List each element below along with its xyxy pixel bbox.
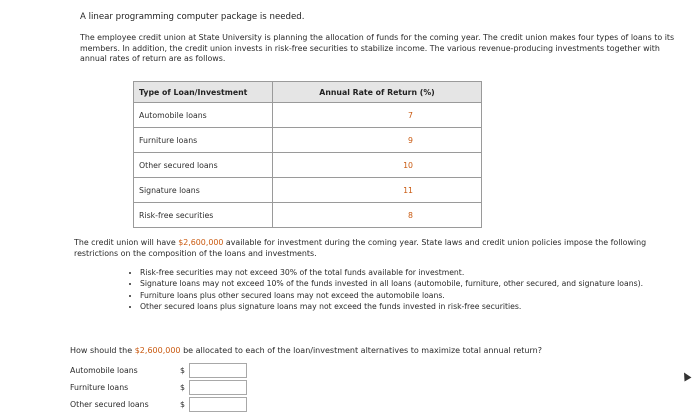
question-before: How should the [70,346,135,355]
header-type: Type of Loan/Investment [134,82,273,103]
rates-table [133,81,482,228]
answer-label: Furniture loans [70,383,129,392]
furniture-loans-input[interactable] [189,380,247,395]
table-row [134,178,482,203]
answer-automobile [70,363,270,380]
row-rate: 11 [273,178,482,203]
other-secured-loans-input[interactable] [189,397,247,412]
row-type: Signature loans [134,178,273,203]
row-type: Furniture loans [134,128,273,153]
problem-intro: The employee credit union at State University is planning the allocation of funds for the coming year. The credit union makes four types of loans to its members. In addition, the credit union invests in risk-free securities to stabilize income. The various revenue-producing investments together with annual rates of return are as follows. [80,33,675,64]
available-funds-before: The credit union will have [74,238,179,247]
list-item: • Furniture loans plus other secured loans may not exceed the automobile loans. [140,291,700,301]
restrictions-list [124,268,700,314]
currency-symbol: $ [180,383,185,392]
row-rate: 8 [273,203,482,228]
question-amount: $2,600,000 [134,346,181,355]
mouse-cursor-icon [681,371,692,382]
list-item: • Signature loans may not exceed 10% of the funds invested in all loans (automobile, furniture, other secured, and signature loans). [140,279,700,289]
problem-heading: A linear programming computer package is needed. [80,12,305,22]
automobile-loans-input[interactable] [189,363,247,378]
answer-other-secured [70,397,270,414]
table-row [134,103,482,128]
row-type: Other secured loans [134,153,273,178]
row-rate: 10 [273,153,482,178]
row-type: Risk-free securities [134,203,273,228]
available-funds-text [74,238,692,259]
answer-label: Other secured loans [70,400,149,409]
header-rate: Annual Rate of Return (%) [273,82,482,103]
currency-symbol: $ [180,400,185,409]
answer-furniture [70,380,270,397]
available-funds-after: available for investment during the coming year. State laws and credit union policies impose the following restrictions on the composition of the loans and investments. [74,238,647,258]
table-row [134,153,482,178]
table-row [134,203,482,228]
rates-table-header [134,82,482,103]
row-rate: 7 [273,103,482,128]
list-item: • Other secured loans plus signature loans may not exceed the funds invested in risk-free securities. [140,302,700,312]
currency-symbol: $ [180,366,185,375]
row-rate: 9 [273,128,482,153]
available-funds-amount: $2,600,000 [178,238,224,247]
list-item: • Risk-free securities may not exceed 30% of the total funds available for investment. [140,268,700,278]
table-row [134,128,482,153]
question-after: be allocated to each of the loan/investment alternatives to maximize total annual return? [180,346,542,355]
answer-label: Automobile loans [70,366,138,375]
row-type: Automobile loans [134,103,273,128]
question-text [70,346,542,355]
